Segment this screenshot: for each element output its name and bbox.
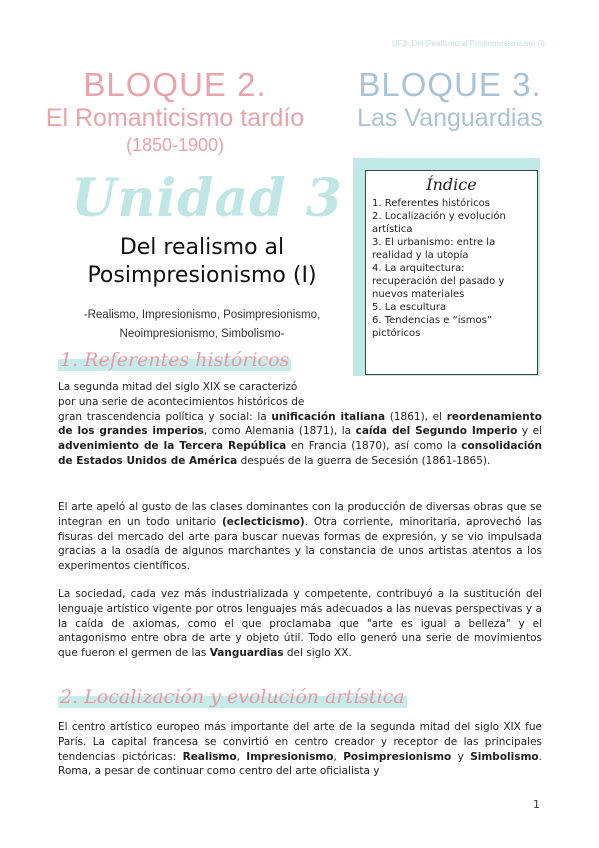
section1-p1-body <box>58 410 542 469</box>
section2-p1-sep-1: , <box>236 750 247 763</box>
unit-label: Unidad 3 <box>71 168 343 229</box>
section1-paragraph-1 <box>58 380 542 469</box>
section1-p3-bold-vanguardias: Vanguardias <box>209 647 284 660</box>
section2-paragraph-1 <box>58 720 542 779</box>
index-title: Índice <box>426 175 477 194</box>
bloque2-heading-group <box>30 66 320 158</box>
index-item: 6. Tendencias e “ismos” pictóricos <box>372 315 492 339</box>
index-box <box>353 158 540 376</box>
unit-topics <box>62 306 342 344</box>
section1-p1-bold-caida: caída del Segundo Imperio <box>355 425 518 438</box>
section1-p1-text-h: después de la guerra de Secesión (1861-1865). <box>237 454 491 467</box>
bloque2-heading: BLOQUE 2. <box>83 66 267 103</box>
index-item: 5. La escultura <box>372 302 447 313</box>
section1-p2-bold-eclecticismo: (eclecticismo) <box>221 515 305 528</box>
section1-p2-text-b: . Otra corriente, minoritaria, aprovechó las fisuras del mercado del arte para buscar nuevas formas de expresión, y se vio impulsada gracias a la osadía de algunos marchantes y la constancia de unos artistas atentos a los experimentos científicos. <box>58 515 542 573</box>
section-title-2-text: 2. Localización y evolución artística <box>60 686 405 708</box>
unit-title-line1: Del realismo al <box>119 235 285 260</box>
section1-p1-text-g: en Francia (1870), así como la <box>286 440 462 453</box>
section1-p3-text-b: del siglo XX. <box>283 647 352 660</box>
section1-p1-text-c: gran trascendencia política y social: la <box>58 410 272 423</box>
bloque3-subtitle: Las Vanguardias <box>357 104 543 132</box>
unit-title <box>62 234 342 290</box>
unit-title-line2: Posimpresionismo (I) <box>87 263 317 288</box>
section2-p1-text-b: . Roma, a pesar de continuar como centro del arte oficialista y <box>58 750 542 778</box>
section1-p1-text-f: y el <box>517 425 542 438</box>
page-number: 1 <box>533 798 540 811</box>
bloque3-heading: BLOQUE 3. <box>358 66 542 103</box>
section2-p1-text-a: El centro artístico europeo más importante del arte de la segunda mitad del siglo XIX fue París. La capital francesa se convirtió en centro creador y receptor de las principales tendencias pictóricas: <box>58 721 542 763</box>
section2-p1-bold-impresionismo: Impresionismo <box>246 750 334 763</box>
section1-p1-bold-advenimiento: advenimiento de la Tercera República <box>58 440 287 453</box>
section1-p1-bold-unificacion: unificación italiana <box>271 410 386 423</box>
index-item: 1. Referentes históricos <box>372 198 490 209</box>
index-item: 2. Localización y evolución artística <box>372 211 506 235</box>
section1-p1-text-a: La segunda mitad del siglo XIX se caracterizó <box>58 381 298 393</box>
section1-p1-bold-consolidacion: consolidación de Estados Unidos de América <box>58 440 542 467</box>
unit-topics-line1: -Realismo, Impresionismo, Posimpresionismo, <box>83 309 321 321</box>
bloque2-years: (1850-1900) <box>125 135 225 155</box>
section2-p1-bold-simbolismo: Simbolismo <box>470 750 539 763</box>
section2-p1-sep-3: y <box>451 750 471 763</box>
section-title-1-text: 1. Referentes históricos <box>60 349 290 371</box>
section2-p1-sep-2: , <box>333 750 344 763</box>
section1-p1-bold-reordenamiento: reordenamiento de los grandes imperios <box>58 410 542 438</box>
section1-p1-text-e: , como Alemania (1871), la <box>203 425 356 438</box>
index-item: 3. El urbanismo: entre la realidad y la utopía <box>372 237 496 261</box>
index-card <box>365 170 538 375</box>
section-title-2 <box>58 686 407 708</box>
section1-p3-text-a: La sociedad, cada vez más industrializada y competente, contribuyó a la sustitución del lenguaje artístico vigente por otros lenguajes más adecuados a las nuevas perspectivas y a la caída de axiomas, como el que proclamaba que "arte es igual a belleza" y el antagonismo entre obra de arte y objeto útil. Todo ello generó una serie de movimientos que fueron el germen de las <box>58 588 542 660</box>
header-note: UF3. Del Realismo al Posimpresionismo (I) <box>392 39 545 48</box>
bloque3-heading-group <box>340 66 560 132</box>
bloque2-subtitle: El Romanticismo tardío <box>45 104 305 132</box>
unit-topics-line2: Neoimpresionismo, Simbolismo- <box>119 328 285 340</box>
section1-p1-line-b <box>58 395 363 410</box>
section1-p1-text-d: (1861), el <box>385 410 447 423</box>
section-title-1 <box>58 349 291 371</box>
section1-paragraph-3 <box>58 587 542 661</box>
section1-paragraph-2 <box>58 500 542 574</box>
section2-p1-bold-realismo: Realismo <box>182 750 237 763</box>
section2-p1-bold-posimpresionismo: Posimpresionismo <box>343 750 452 763</box>
index-list <box>372 197 531 340</box>
section1-p1-line-a <box>58 380 363 395</box>
section1-p2-text-a: El arte apeló al gusto de las clases dominantes con la producción de diversas obras que se integran en un todo unitario <box>58 501 542 528</box>
section1-p1-text-b: por una serie de acontecimientos históricos de <box>58 395 305 408</box>
index-item: 4. La arquitectura: recuperación del pasado y nuevos materiales <box>372 263 505 300</box>
